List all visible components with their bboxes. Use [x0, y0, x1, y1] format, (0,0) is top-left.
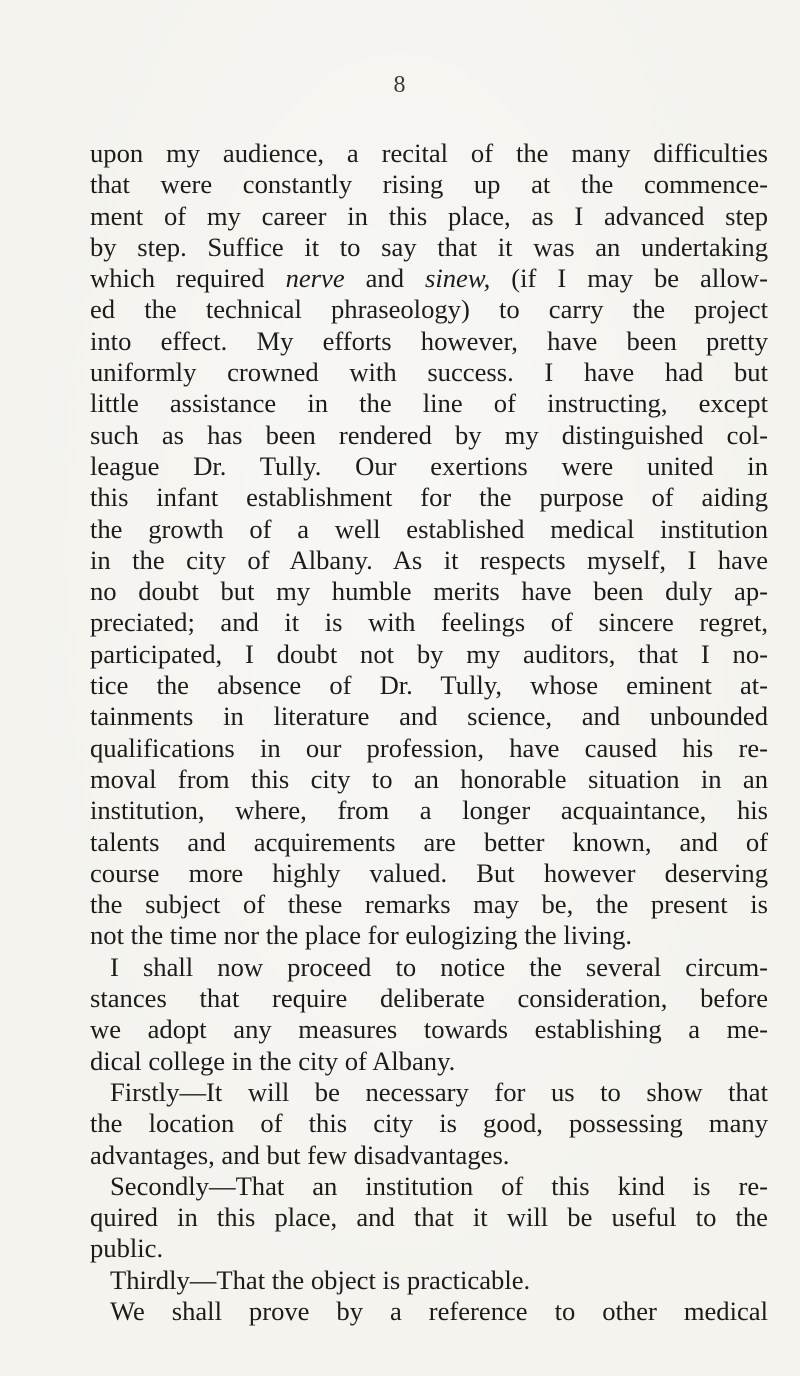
text-line: we adopt any measures towards establishing a me-: [90, 1014, 768, 1045]
text-line: tice the absence of Dr. Tully, whose eminent at-: [90, 670, 768, 701]
text-span: (if I may be allow-: [490, 263, 768, 294]
text-line: no doubt but my humble merits have been duly ap-: [90, 576, 768, 607]
text-line: quired in this place, and that it will be useful to the: [90, 1202, 768, 1233]
text-line: league Dr. Tully. Our exertions were united in: [90, 450, 768, 481]
text-line: by step. Suffice it to say that it was an undertaking: [90, 231, 768, 262]
text-line: moval from this city to an honorable situation in an: [90, 763, 768, 794]
page-number: 8: [393, 72, 407, 98]
text-line: tainments in literature and science, and unbounded: [90, 701, 768, 732]
text-line: Firstly—It will be necessary for us to show that: [110, 1076, 768, 1107]
text-line: advantages, and but few disadvantages.: [90, 1139, 510, 1170]
text-line: this infant establishment for the purpose of aiding: [90, 482, 768, 513]
text-line: public.: [90, 1233, 164, 1264]
text-line: qualifications in our profession, have caused his re-: [90, 732, 768, 763]
italic-word: sinew,: [425, 263, 491, 294]
text-line: Thirdly—That the object is practicable.: [110, 1264, 531, 1295]
text-line: in the city of Albany. As it respects myself, I have: [90, 544, 768, 575]
body-text: [90, 138, 768, 1327]
text-line: institution, where, from a longer acquaintance, his: [90, 795, 768, 826]
text-line: such as has been rendered by my distinguished col-: [90, 419, 768, 450]
text-line: upon my audience, a recital of the many difficulties: [90, 138, 768, 168]
text-span: and: [344, 263, 426, 294]
text-line: ment of my career in this place, as I advanced step: [90, 200, 768, 231]
text-line: dical college in the city of Albany.: [90, 1045, 456, 1076]
text-line: talents and acquirements are better known, and of: [90, 826, 768, 857]
text-line: preciated; and it is with feelings of sincere regret,: [90, 607, 768, 638]
text-line: We shall prove by a reference to other medical: [110, 1295, 768, 1326]
text-span: which required: [90, 263, 286, 294]
text-line: little assistance in the line of instructing, except: [90, 388, 768, 419]
text-line: that were constantly rising up at the commence-: [90, 169, 768, 200]
text-line: course more highly valued. But however deserving: [90, 857, 768, 888]
text-line: [90, 263, 768, 294]
text-line: uniformly crowned with success. I have had but: [90, 357, 768, 388]
text-line: not the time nor the place for eulogizing the living.: [90, 920, 633, 951]
text-line: into effect. My efforts however, have been pretty: [90, 325, 768, 356]
text-line: participated, I doubt not by my auditors, that I no-: [90, 638, 768, 669]
text-line: Secondly—That an institution of this kind is re-: [110, 1170, 768, 1201]
text-line: the subject of these remarks may be, the present is: [90, 889, 768, 920]
italic-word: nerve: [285, 263, 345, 294]
text-line: the location of this city is good, possessing many: [90, 1108, 768, 1139]
text-line: I shall now proceed to notice the several circum-: [110, 951, 768, 982]
text-line: stances that require deliberate consideration, before: [90, 983, 768, 1014]
text-line: ed the technical phraseology) to carry the project: [90, 294, 768, 325]
text-line: the growth of a well established medical institution: [90, 513, 768, 544]
